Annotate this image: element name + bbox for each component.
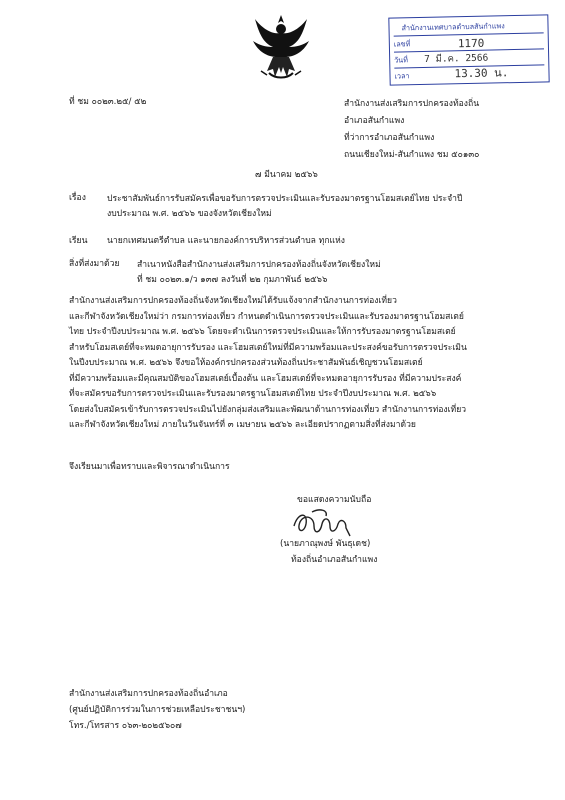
body-paragraph xyxy=(69,294,509,434)
body-line: โดยส่งใบสมัครเข้ารับการตรวจประเมินไปยังกลุ่มส่งเสริมและพัฒนาด้านการท่องเที่ยว สำนักงานการท่องเที่ยว xyxy=(69,404,467,415)
recipient-text: นายกเทศมนตรีตำบล และนายกองค์การบริหารส่วนตำบล ทุกแห่ง xyxy=(107,236,345,246)
body-line: สำนักงานส่งเสริมการปกครองท้องถิ่นจังหวัดเชียงใหม่ได้รับแจ้งจากสำนักงานการท่องเที่ยว xyxy=(69,296,397,306)
subject-label: เรื่อง xyxy=(69,193,86,203)
body-line: ในปีงบประมาณ พ.ศ. ๒๕๖๖ จึงขอให้องค์กรปกครองส่วนท้องถิ่นประชาสัมพันธ์เชิญชวนโฮมสเตย์ xyxy=(69,358,423,368)
signatory-position: ท้องถิ่นอำเภอสันกำแพง xyxy=(291,555,378,565)
subject-line: ประชาสัมพันธ์การรับสมัครเพื่อขอรับการตรวจประเมินและรับรองมาตรฐานโฮมสเตย์ไทย ประจำปี xyxy=(107,194,463,204)
sender-address-line: ที่ว่าการอำเภอสันกำแพง xyxy=(344,133,435,143)
stamp-time-label: เวลา xyxy=(394,71,410,81)
sender-address-line: อำเภอสันกำแพง xyxy=(344,116,405,126)
body-line: ไทย ประจำปีงบประมาณ พ.ศ. ๒๕๖๖ โดยจะดำเนินการตรวจประเมินและให้การรับรองมาตรฐานโฮมสเตย์ xyxy=(69,327,456,337)
body-line: ที่มีความพร้อมและมีคุณสมบัติของโฮมสเตย์เบื้องต้น และโฮมสเตย์ที่จะหมดอายุการรับรอง ที่มีความประสงค์ xyxy=(69,373,462,384)
handwritten-signature xyxy=(290,506,370,540)
subject-text xyxy=(107,192,462,222)
footer-line: (ศูนย์ปฏิบัติการร่วมในการช่วยเหลือประชาชนฯ) xyxy=(69,705,246,715)
subject-line: งบประมาณ พ.ศ. ๒๕๖๖ ของจังหวัดเชียงใหม่ xyxy=(107,209,272,219)
stamp-time: 13.30 น. xyxy=(454,66,509,81)
garuda-emblem xyxy=(251,13,311,83)
closing-request: จึงเรียนมาเพื่อทราบและพิจารณาดำเนินการ xyxy=(69,462,230,472)
enclosure-text xyxy=(137,258,381,288)
document-number: ที่ ชม ๐๐๒๓.๒๕/ ๕๒ xyxy=(69,97,147,107)
enclosure-line: ที่ ชม ๐๐๒๓.๑/ว ๑๓๗ ลงวันที่ ๒๒ กุมภาพันธ์ ๒๕๖๖ xyxy=(137,275,328,285)
footer-line: โทร./โทรสาร ๐๖๓-๒๐๒๕๖๐๗ xyxy=(69,721,182,731)
footer-line: สำนักงานส่งเสริมการปกครองท้องถิ่นอำเภอ xyxy=(69,689,228,699)
stamp-date: 7 มี.ค. 2566 xyxy=(424,52,489,65)
stamp-number-label: เลขที่ xyxy=(393,39,411,49)
receipt-stamp xyxy=(388,14,549,85)
body-line: และกีฬาจังหวัดเชียงใหม่ว่า กรมการท่องเที่ยว กำหนดดำเนินการตรวจประเมินและรับรองมาตรฐานโฮมสเตย์ xyxy=(69,311,464,322)
stamp-number: 1170 xyxy=(457,36,485,51)
sender-address-line: สำนักงานส่งเสริมการปกครองท้องถิ่น xyxy=(344,99,480,109)
body-line: สำหรับโฮมสเตย์ที่จะหมดอายุการรับรอง และโฮมสเตย์ใหม่ที่มีความพร้อมและประสงค์ขอรับการตรวจประเมิน xyxy=(69,342,467,353)
recipient-label: เรียน xyxy=(69,236,88,246)
signatory-name: (นายภาณุพงษ์ พันธุเดช) xyxy=(280,539,371,549)
closing-salutation: ขอแสดงความนับถือ xyxy=(297,495,372,505)
body-line: ที่จะสมัครขอรับการตรวจประเมินและรับรองมาตรฐานโฮมสเตย์ไทย ประจำปีงบประมาณ พ.ศ. ๒๕๖๖ xyxy=(69,389,437,399)
sender-address-line: ถนนเชียงใหม่-สันกำแพง ชม ๕๐๑๓๐ xyxy=(344,150,480,160)
enclosure-label: สิ่งที่ส่งมาด้วย xyxy=(69,259,120,269)
sender-address xyxy=(344,96,479,164)
stamp-agency: สำนักงานเทศบาลตำบลสันกำแพง xyxy=(401,21,505,33)
body-line: และกีฬาจังหวัดเชียงใหม่ ภายในวันจันทร์ที่ ๓ เมษายน ๒๕๖๖ ละเอียดปรากฏตามสิ่งที่ส่งมาด้วย xyxy=(69,420,416,430)
stamp-date-label: วันที่ xyxy=(394,55,408,65)
stamp-time-row xyxy=(394,65,544,83)
footer-contact xyxy=(69,686,245,734)
enclosure-line: สำเนาหนังสือสำนักงานส่งเสริมการปกครองท้องถิ่นจังหวัดเชียงใหม่ xyxy=(137,260,381,270)
document-date: ๗ มีนาคม ๒๕๖๖ xyxy=(255,170,318,180)
